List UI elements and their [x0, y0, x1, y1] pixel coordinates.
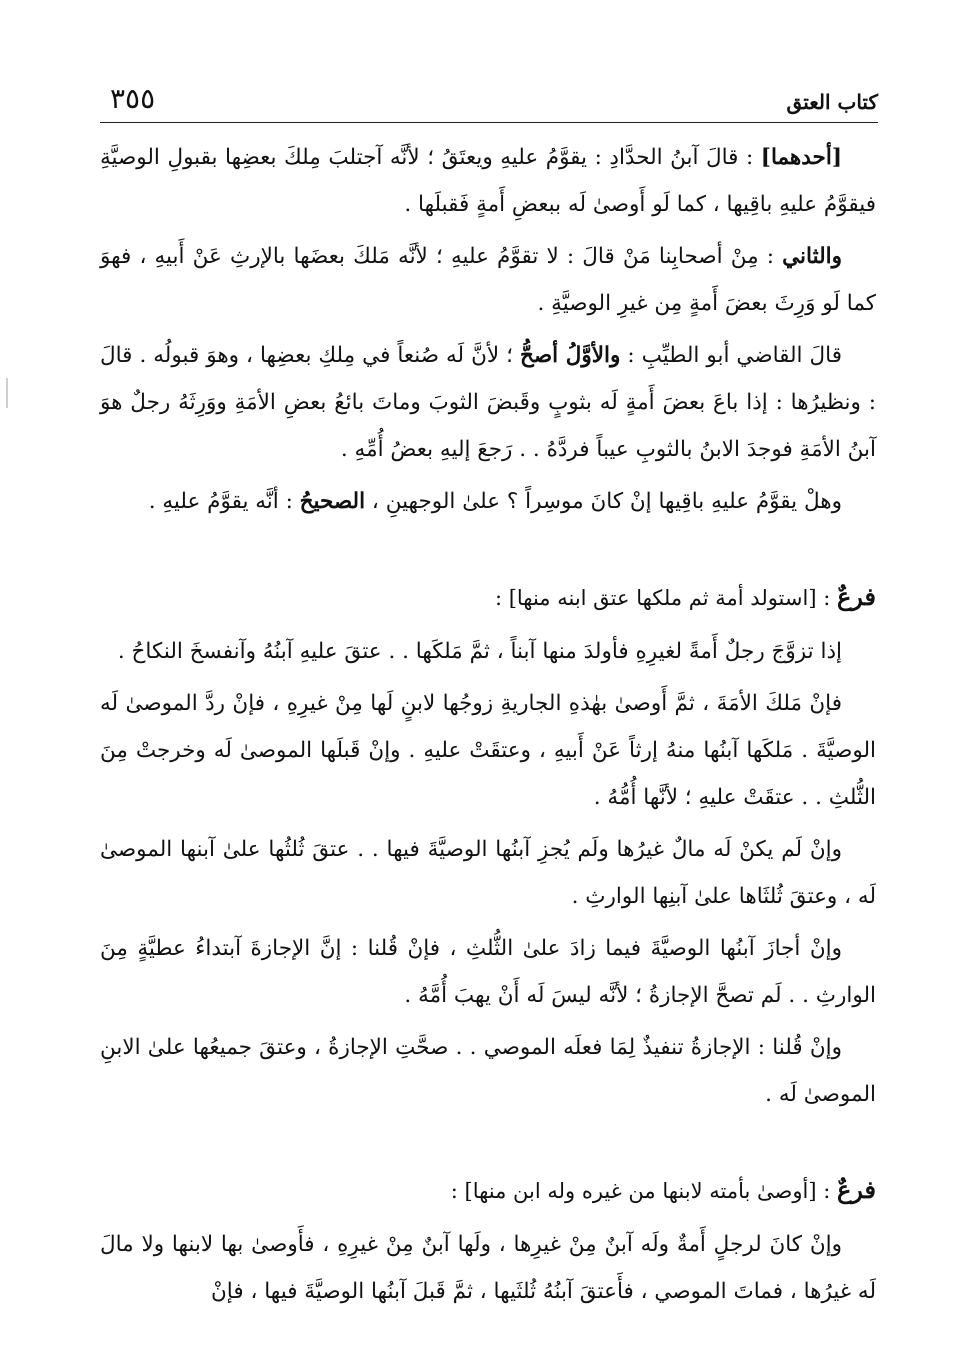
section-heading-2 [100, 1166, 876, 1215]
paragraph-text: : أنَّه يقوَّمُ عليهِ . [148, 489, 300, 514]
page-body [100, 134, 876, 1320]
scan-edge-mark [6, 378, 8, 408]
section-heading-1 [100, 573, 876, 622]
running-header [100, 78, 878, 123]
paragraph-valuation [100, 478, 876, 525]
paragraph: إذا تزوَّجَ رجلٌ أَمةً لغيرِهِ فأولدَ منها آبناً ، ثمَّ مَلكَها . . عتقَ عليهِ آبنُهُ وآنفسخَ النكاحُ . [117, 639, 842, 664]
paragraph-first-view [100, 134, 876, 228]
paragraph: وإنْ أجازَ آبنُها الوصيَّةَ فيما زادَ علىٰ الثُّلثِ ، فإنْ قُلنا : إنَّ الإجازةَ آبتداءُ عطيَّةٍ مِنَ الوارثِ . . لَم تصحَّ الإجازةُ ؛ لأنَّه ليسَ لَه أَنْ يهبَ أُمَّهُ . [100, 936, 876, 1008]
book-title: كتاب العتق [786, 90, 878, 114]
page-number: ٣٥٥ [110, 82, 156, 115]
paragraph-text: قالَ القاضي أبو الطيِّبِ : [620, 343, 842, 368]
paragraph-text: وهلْ يقوَّمُ عليهِ باقِيها إنْ كانَ موسِراً ؟ علىٰ الوجهينِ ، [365, 489, 842, 514]
paragraph-second-view [100, 233, 876, 327]
far-label: فرعٌ [836, 1175, 876, 1204]
paragraph-text: ؛ لأنَّ لَه صُنعاً في مِلكِ بعضِها ، وهوَ قبولُه . قالَ : ونظيرُها : إذا باعَ بعضَ أَمةٍ لَه بثوبٍ وقَبضَ الثوبَ وماتَ بائعُ بعضِ الأمَةِ ووَرِثَهُ رجلٌ هوَ آبنُ الأمَةِ فوجدَ الابنُ بالثوبِ عيباً فردَّهُ . . رَجعَ إليهِ بعضُ أُمِّهِ . [100, 343, 876, 462]
paragraph-text: : مِنْ أصحابِنا مَنْ قالَ : لا تقوَّمُ عليهِ ؛ لأنَّه مَلكَ بعضَها بالإرثِ عَنْ أَبيهِ ، فهوَ كما لَو وَرِثَ بعضَ أَمةٍ مِن غيرِ الوصيَّةِ . [100, 244, 876, 316]
far-label: فرعٌ [836, 582, 876, 611]
section-title: : [أوصىٰ بأمته لابنها من غيره وله ابن منها] : [450, 1179, 837, 1203]
paragraph-text: : قالَ آبنُ الحدَّادِ : يقوَّمُ عليهِ ويعتَقُ ؛ لأنَّه آجتلبَ مِلكَ بعضِها بقبولِ الوصيَّةِ فيقوَّمُ عليهِ باقِيها ، كما لَو أَوصىٰ لَه ببعضِ أَمةٍ فَقبلَها . [100, 145, 876, 217]
correct-view-label: الصحيحُ [299, 489, 366, 514]
preferred-view-label: والأوَّلُ أصحُّ [519, 343, 621, 368]
second-view-label: والثاني [782, 244, 842, 269]
paragraph: فإنْ مَلكَ الأمَةَ ، ثمَّ أَوصىٰ بهٰذهِ الجاريةِ زوجُها لابنٍ لَها مِنْ غيرِهِ ، فإنْ ردَّ الموصىٰ لَه الوصيَّةَ . مَلكَها آبنُها منهُ إرثاً عَنْ أَبيهِ ، وعتقَتْ عليهِ . وإنْ قَبلَها الموصىٰ لَه وخرجتْ مِنَ الثُّلثِ . . عتقَتْ عليهِ ؛ لأنَّها أُمُّهُ . [100, 691, 876, 810]
paragraph-judge-opinion [100, 332, 876, 473]
paragraph: وإنْ لَم يكنْ لَه مالٌ غيرُها ولَم يُجزِ آبنُها الوصيَّةَ فيها . . عتقَ ثُلثُها علىٰ آبنها الموصىٰ لَه ، وعتقَ ثُلثَاها علىٰ آبنِها الوارثِ . [100, 837, 876, 909]
paragraph: وإنْ كانَ لرجلٍ أَمةٌ ولَه آبنٌ مِنْ غيرِها ، ولَها آبنٌ مِنْ غيرِهِ ، فأَوصىٰ بها لابنها ولا مالَ لَه غيرُها ، فماتَ الموصي ، فأَعتقَ آبنُهُ ثُلثَيها ، ثمَّ قَبلَ آبنُها الوصيَّةَ فيها ، فإنْ [100, 1232, 876, 1304]
first-view-label: [أحدهما] [760, 145, 842, 170]
paragraph: وإنْ قُلنا : الإجازةُ تنفيذٌ لِمَا فعلَه الموصي . . صحَّتِ الإجازةُ ، وعتقَ جميعُها علىٰ الابنِ الموصىٰ لَه . [100, 1035, 876, 1107]
section-title: : [استولد أمة ثم ملكها عتق ابنه منها] : [494, 586, 837, 610]
